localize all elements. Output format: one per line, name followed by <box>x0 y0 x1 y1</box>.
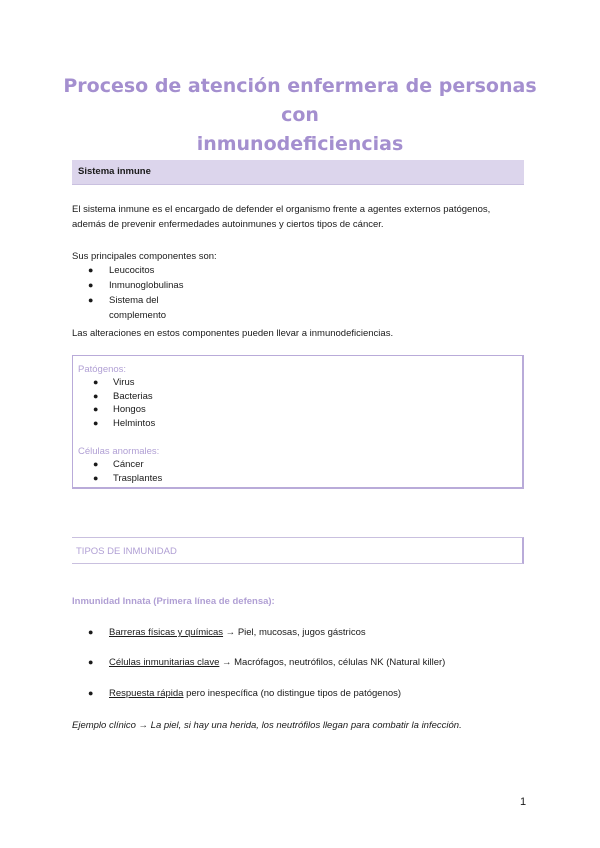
examples-box: Patógenos: ● Virus ● Bacterias ● Hongos ● Helmintos Células anormales: ● Cáncer ● Trasplantes <box>72 355 524 489</box>
innate-term: Células inmunitarias clave <box>109 657 220 668</box>
bullet-icon: ● <box>88 280 94 290</box>
bullet-icon: ● <box>88 627 94 637</box>
innate-term: Respuesta rápida <box>109 688 184 699</box>
bullet-icon: ● <box>88 657 94 667</box>
clinical-example: Ejemplo clínico → La piel, si hay una herida, los neutrófilos llegan para combatir la infección. <box>72 720 462 731</box>
title-line-1: Proceso de atención enfermera de personas con <box>63 75 537 126</box>
bullet-icon: ● <box>93 459 99 469</box>
bullet-icon: ● <box>93 404 99 414</box>
bullet-icon: ● <box>88 295 94 305</box>
bullet-icon: ● <box>88 265 94 275</box>
alterations-text: Las alteraciones en estos componentes pueden llevar a inmunodeficiencias. <box>72 328 394 339</box>
section-heading: Sistema inmune <box>78 166 151 177</box>
components-lead: Sus principales componentes son: <box>72 251 217 262</box>
bullet-icon: ● <box>93 417 99 428</box>
intro-paragraph <box>72 202 490 232</box>
page-title <box>60 72 540 159</box>
title-line-2: inmunodeficiencias <box>196 133 404 155</box>
bullet-icon: ● <box>88 688 94 698</box>
immunity-types-heading-box <box>72 537 524 564</box>
immunity-types-heading: TIPOS DE INMUNIDAD <box>76 546 177 557</box>
bullet-icon: ● <box>93 377 99 387</box>
page-number: 1 <box>520 796 527 808</box>
intro-line-1: El sistema inmune es el encargado de defender el organismo frente a agentes externos patógenos, <box>72 204 491 215</box>
abnormal-cells-heading: Células anormales: <box>78 446 160 457</box>
innate-term: Barreras físicas y químicas <box>109 627 224 638</box>
bullet-icon: ● <box>93 390 99 401</box>
section-heading-bar <box>72 160 524 185</box>
pathogens-heading: Patógenos: <box>78 364 127 375</box>
intro-line-2: además de prevenir enfermedades autoinmunes y ciertos tipos de cáncer. <box>72 219 384 230</box>
document-page: Proceso de atención enfermera de personas con inmunodeficiencias Sistema inmune El sistema inmune es el encargado de defender el organismo frente a agentes externos patógenos, además de prevenir enfermedades autoinmunes y ciertos tipos de cáncer. Sus principales componentes son: ● Leucocitos ● Inmunoglobulinas ● Sistema del complemento Las alteraciones en estos componentes pueden llevar a inmunodeficiencias. Patógenos: ● Virus ● Bacterias ● Hongos ● Helmintos Células anormales: ● Cáncer ● Trasplantes TIPOS DE INMUNIDAD Inmunidad Innata (Primera línea de defensa): ● Barreras físicas y químicas → Piel, mucosas, jugos gástricos ● Células inmunitarias clave → Macrófagos, neutrófilos, células NK (Natural killer) ● Respuesta rápida pero inespecífica (no distingue tipos de patógenos) Ejemplo clínico → La piel, si hay una herida, los neutrófilos llegan para combatir la infección. 1 <box>0 0 600 848</box>
bullet-icon: ● <box>93 472 99 483</box>
innate-immunity-heading: Inmunidad Innata (Primera línea de defensa): <box>72 596 275 607</box>
